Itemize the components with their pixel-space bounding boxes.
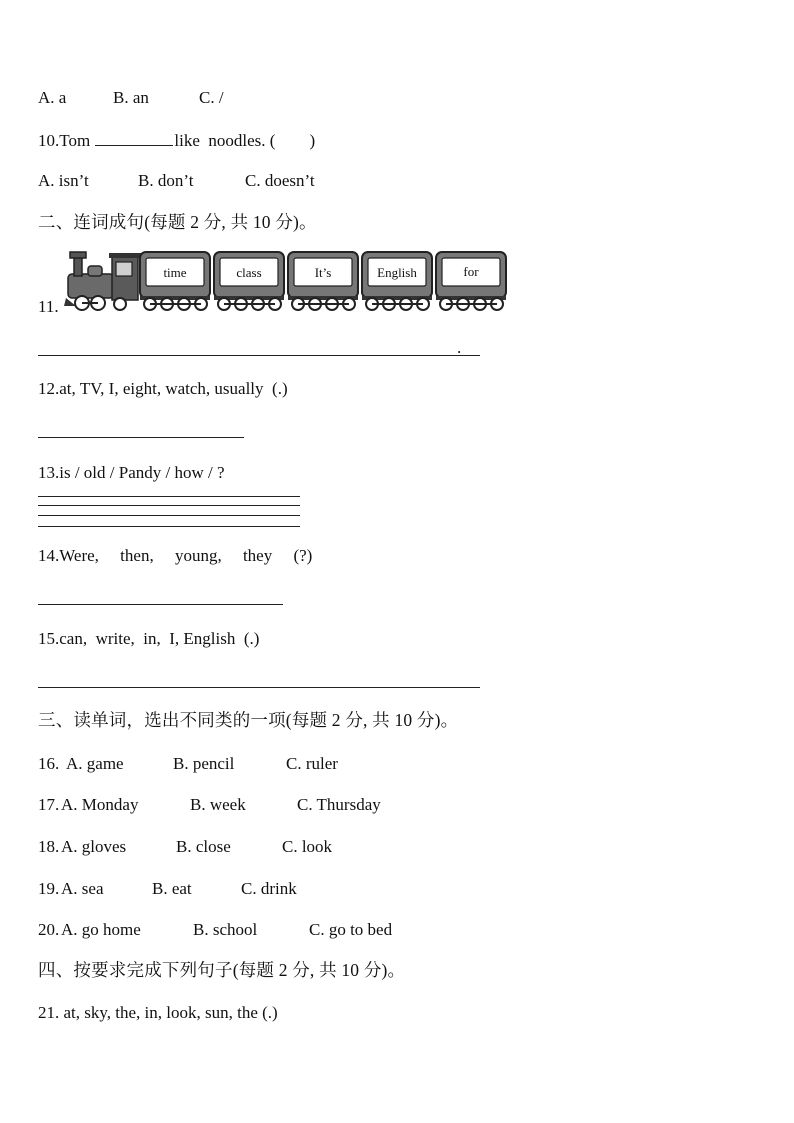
q19-option-b: B. eat [152, 879, 192, 898]
q16-option-c: C. ruler [286, 754, 338, 773]
question-17-number: 17. [38, 795, 60, 814]
q10-option-c: C. doesn’t [245, 171, 315, 190]
q10-option-b: B. don’t [138, 171, 194, 190]
q9-option-b: B. an [113, 88, 149, 107]
q9-option-a: A. a [38, 88, 67, 107]
q20-option-c: C. go to bed [309, 920, 393, 939]
question-13-writing-line-2[interactable] [38, 505, 300, 506]
train-word-2: class [236, 265, 262, 280]
question-20-number: 20. [38, 920, 60, 939]
question-10-number: 10. [38, 131, 60, 150]
train-word-3: It’s [314, 265, 332, 280]
train-car-3 [288, 252, 358, 310]
train-car-5 [436, 252, 506, 310]
section-4-title: 四、按要求完成下列句子(每题 2 分, 共 10 分)。 [38, 960, 406, 980]
question-12: 12.at, TV, I, eight, watch, usually (.) [38, 379, 288, 398]
question-18-number: 18. [38, 837, 60, 856]
question-21: 21. at, sky, the, in, look, sun, the (.) [38, 1003, 278, 1022]
section-3-title: 三、读单词，选出不同类的一项(每题 2 分, 共 10 分)。 [38, 710, 459, 730]
question-13-writing-line-1[interactable] [38, 496, 300, 497]
q17-option-a: A. Monday [61, 795, 139, 814]
question-13-writing-line-4[interactable] [38, 526, 300, 527]
question-13: 13.is / old / Pandy / how / ? [38, 463, 225, 482]
train-car-4 [362, 252, 432, 310]
q9-option-c: C. / [199, 88, 224, 107]
question-12-answer-line[interactable] [38, 437, 244, 438]
question-13-writing-line-3[interactable] [38, 515, 300, 516]
question-14-answer-line[interactable] [38, 604, 283, 605]
q18-option-c: C. look [282, 837, 333, 856]
question-19-number: 19. [38, 879, 60, 898]
question-15-answer-line[interactable] [38, 687, 480, 688]
question-10 [38, 130, 315, 151]
question-11-end-mark: . [457, 338, 462, 357]
q18-option-b: B. close [176, 837, 231, 856]
train-illustration [64, 248, 510, 314]
question-15: 15.can, write, in, I, English (.) [38, 629, 260, 648]
train-car-1 [140, 252, 210, 310]
question-10-after: like noodles. ( [174, 131, 276, 150]
q19-option-c: C. drink [241, 879, 297, 898]
question-11-answer-line[interactable] [38, 355, 480, 356]
train-word-1: time [163, 265, 187, 280]
question-10-close: ) [309, 131, 316, 150]
q10-option-a: A. isn’t [38, 171, 89, 190]
q17-option-c: C. Thursday [297, 795, 381, 814]
section-2-title: 二、连词成句(每题 2 分, 共 10 分)。 [38, 212, 317, 232]
q18-option-a: A. gloves [61, 837, 127, 856]
q17-option-b: B. week [190, 795, 246, 814]
train-word-4: English [377, 265, 417, 280]
q19-option-a: A. sea [61, 879, 104, 898]
question-10-before: Tom [59, 131, 91, 150]
question-14: 14.Were, then, young, they (?) [38, 546, 313, 565]
question-10-blank[interactable] [95, 130, 173, 146]
train-word-5: for [463, 264, 479, 279]
locomotive-icon [64, 252, 141, 310]
q20-option-a: A. go home [61, 920, 141, 939]
question-11-number: 11. [38, 297, 59, 316]
q16-option-b: B. pencil [173, 754, 235, 773]
question-16-number: 16. [38, 754, 60, 773]
q20-option-b: B. school [193, 920, 258, 939]
train-car-2 [214, 252, 284, 310]
q16-option-a: A. game [66, 754, 124, 773]
